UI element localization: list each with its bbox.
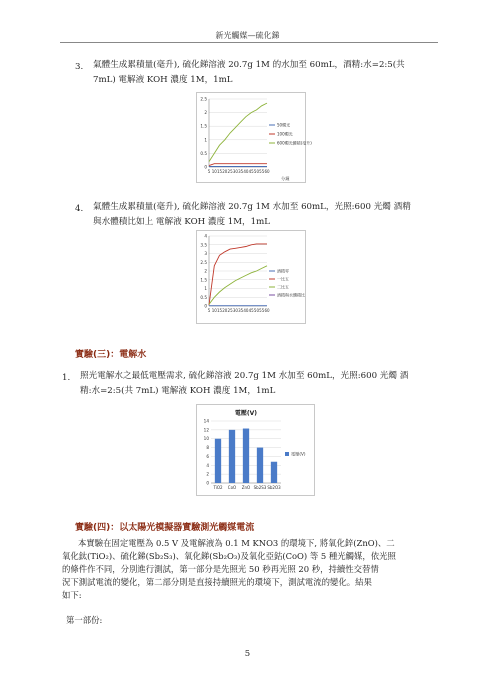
- x-tick-label: 5: [207, 169, 211, 174]
- chart-gas-volume-by-light: [196, 92, 312, 183]
- section-3-text: [80, 369, 460, 399]
- y-tick-label: 1: [204, 286, 207, 291]
- legend-label: 一比五: [277, 276, 289, 282]
- item-number: 4.: [75, 204, 84, 214]
- legend-label: 50燭光: [277, 122, 291, 128]
- section-4-body: [62, 537, 447, 602]
- y-tick-label: 1.5: [200, 123, 207, 129]
- y-tick-label: 3: [204, 251, 207, 256]
- x-tick-label: 25: [227, 308, 233, 313]
- y-tick-label: 0: [206, 480, 209, 486]
- x-tick-label: 35: [238, 169, 244, 174]
- y-tick-label: 10: [203, 436, 209, 442]
- item-3-line-1: 氣體生成累積量(毫升), 硫化銻溶液 20.7g 1M 的水加至 60mL，酒精:水=2:5(共: [93, 60, 405, 70]
- x-tick-label: 30: [232, 308, 238, 313]
- series-line: [209, 244, 267, 305]
- x-tick-label: 5: [207, 308, 211, 313]
- x-tick-label: 30: [232, 169, 238, 174]
- x-tick-label: 15: [216, 308, 223, 313]
- bar-chart-voltage: [197, 405, 314, 495]
- y-tick-label: 6: [206, 453, 209, 459]
- section-4-line: 本實驗在固定電壓為 0.5 V 及電解液為 0.1 M KNO3 的環境下, 將氧化鋅(ZnO)、二: [78, 538, 395, 548]
- section-4-line: 況下測試電流的變化，第二部分則是直接持續照光的環境下，測試電流的變化。結果: [62, 577, 372, 587]
- x-tick-label: 25: [227, 169, 233, 174]
- y-tick-label: 12: [203, 427, 209, 433]
- item-4-line-1: 氣體生成累積量(毫升), 硫化銻溶液 20.7g 1M 水加至 60mL，光照:600 光燭 酒精: [93, 202, 411, 212]
- x-tick-label: 45: [248, 169, 254, 174]
- y-tick-label: 4: [206, 462, 209, 468]
- legend-label: 100燭光: [277, 131, 293, 137]
- legend-label: 600燭光體積(毫升): [277, 140, 312, 146]
- series-line: [209, 164, 267, 166]
- y-tick-label: 2: [204, 110, 207, 116]
- subpart-label: 第一部份:: [66, 615, 103, 625]
- legend-swatch: [285, 452, 289, 456]
- series-line: [209, 103, 267, 162]
- chart-voltage: [196, 404, 315, 496]
- item-3-line-2: 7mL) 電解液 KOH 濃度 1M，1mL: [93, 75, 233, 85]
- x-tick-label: 50: [253, 169, 260, 174]
- page-number: 5: [244, 649, 251, 659]
- section-4-line: 如下:: [62, 590, 82, 600]
- x-tick-label: Sb2S3: [253, 485, 267, 490]
- line-chart-2: [197, 231, 305, 323]
- page-header: 新光觸媒—硫化銻: [215, 31, 280, 40]
- y-tick-label: 4: [204, 233, 207, 239]
- item-number: 1.: [62, 373, 71, 383]
- x-tick-label: TiO2: [213, 485, 223, 490]
- y-tick-label: 0.5: [200, 294, 207, 300]
- series-line: [209, 266, 267, 305]
- item-number: 3.: [75, 62, 84, 72]
- x-tick-label: 50: [253, 308, 260, 313]
- x-tick-label: 10: [211, 169, 217, 174]
- section-3-heading: 實驗(三)：電解水: [75, 350, 147, 360]
- section-4-line: 的條件作不同，分別進行測試，第一部分是先照光 50 秒再光照 20 秒，持續性交替情: [62, 564, 379, 574]
- bar: [229, 430, 235, 483]
- section-4-heading: 實驗(四)：以太陽光模擬器實驗測光觸媒電流: [75, 523, 255, 533]
- header-divider: [60, 42, 438, 43]
- item-3-text: [93, 58, 453, 88]
- x-tick-label: 40: [243, 308, 249, 313]
- bar: [257, 448, 263, 483]
- x-tick-label: 15: [216, 169, 223, 174]
- legend-label: 電壓(V): [291, 451, 306, 457]
- y-tick-label: 2.5: [200, 259, 207, 265]
- x-tick-label: 55: [259, 169, 265, 174]
- y-tick-label: 2: [204, 268, 207, 274]
- legend-label: 酒精與水體積比: [277, 292, 305, 298]
- legend-label: 酒精零: [277, 268, 289, 274]
- y-tick-label: 2.5: [200, 96, 207, 102]
- y-tick-label: 0.5: [200, 150, 207, 156]
- line-chart-1: [197, 93, 312, 182]
- x-tick-label: Sb2O3: [267, 485, 281, 490]
- section-3-line-2: 精:水=2:5(共 7mL) 電解液 KOH 濃度 1M，1mL: [80, 386, 276, 396]
- y-tick-label: 0: [204, 164, 207, 170]
- x-tick-label: 60: [264, 308, 270, 313]
- x-axis-label: 分鐘: [281, 176, 290, 181]
- y-tick-label: 1: [204, 137, 207, 143]
- y-tick-label: 2: [206, 471, 209, 477]
- x-tick-label: 35: [238, 308, 244, 313]
- bar: [243, 429, 249, 483]
- x-tick-label: 10: [211, 308, 217, 313]
- section-4-line: 氧化鈦(TiO₂)、硫化銻(Sb₂S₃)、氧化銻(Sb₂O₃)及氧化亞鈷(CoO) 等 5 種光觸媒，依光照: [62, 551, 396, 561]
- x-tick-label: 40: [243, 169, 249, 174]
- bar: [215, 439, 221, 483]
- bar: [271, 462, 277, 483]
- item-4-line-2: 與水體積比如上 電解液 KOH 濃度 1M，1mL: [93, 217, 270, 227]
- chart-title: 電壓(V): [234, 410, 258, 417]
- x-tick-label: 60: [264, 169, 270, 174]
- section-3-line-1: 照光電解水之最低電壓需求, 硫化銻溶液 20.7g 1M 水加至 60mL，光照:600 光燭 酒: [80, 371, 409, 381]
- y-tick-label: 1.5: [200, 277, 207, 283]
- y-tick-label: 8: [206, 445, 209, 451]
- legend-label: 二比五: [277, 284, 289, 290]
- x-tick-label: 20: [222, 169, 228, 174]
- x-tick-label: 55: [259, 308, 265, 313]
- x-tick-label: ZnO: [241, 485, 251, 490]
- item-4-text: [93, 200, 453, 230]
- y-tick-label: 14: [203, 418, 209, 424]
- y-tick-label: 0: [204, 303, 207, 309]
- x-tick-label: 45: [248, 308, 254, 313]
- x-tick-label: CoO: [227, 485, 237, 490]
- y-tick-label: 3.5: [200, 242, 207, 248]
- x-tick-label: 20: [222, 308, 228, 313]
- chart-gas-volume-by-ratio: [196, 230, 306, 324]
